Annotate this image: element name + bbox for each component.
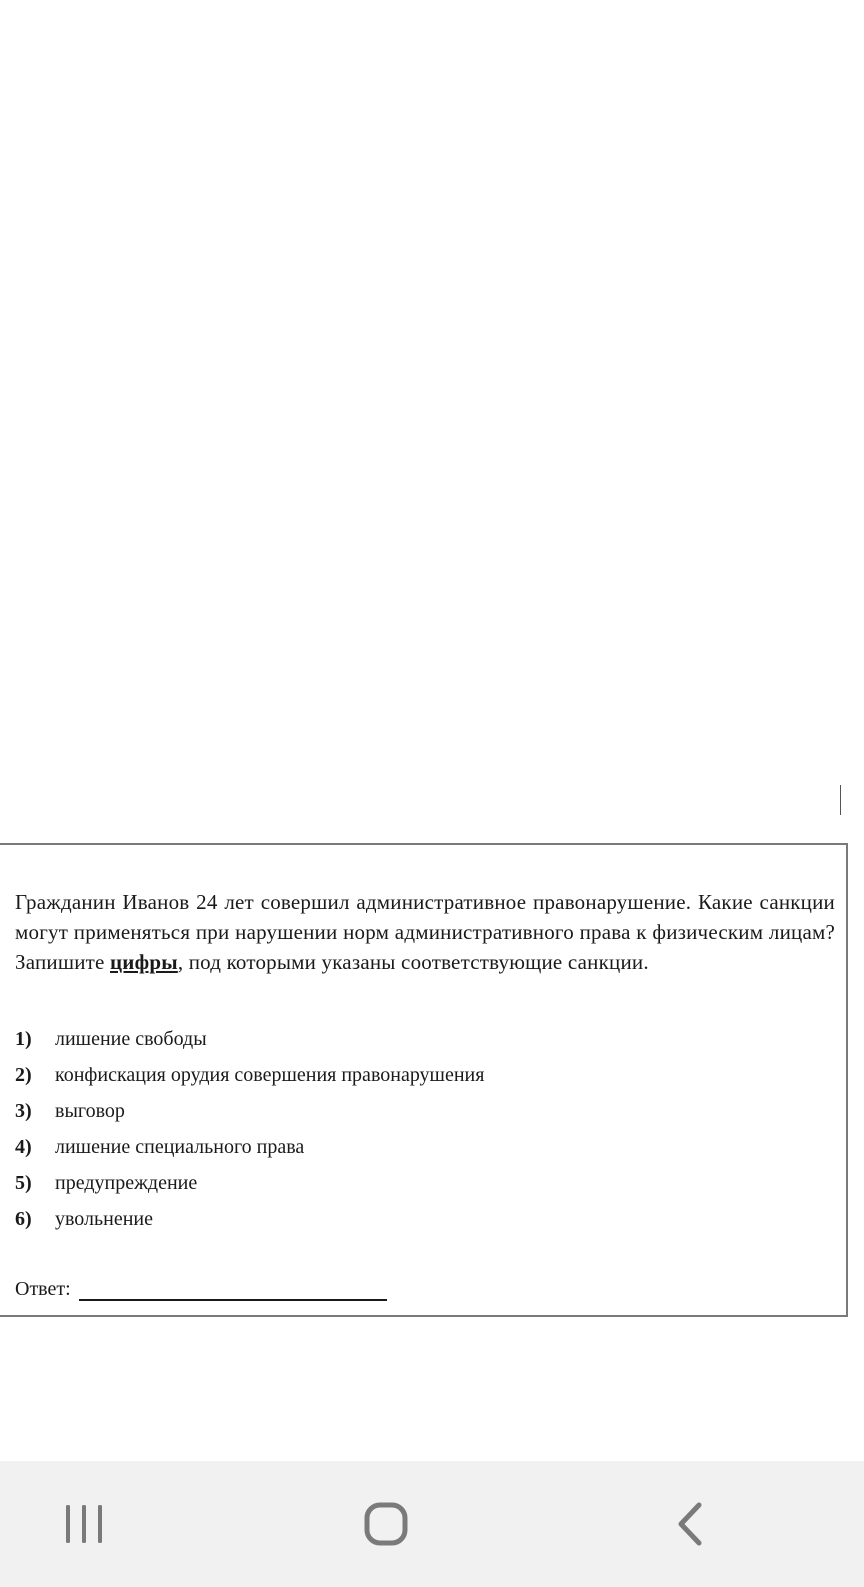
- task-question: [15, 887, 835, 977]
- task-card: [0, 843, 848, 1317]
- option-number: 3): [15, 1100, 32, 1122]
- question-text-end: , под которыми указаны соответствующие санкции.: [177, 950, 649, 974]
- recent-apps-button[interactable]: [34, 1461, 134, 1587]
- home-button[interactable]: [336, 1461, 436, 1587]
- option-label: предупреждение: [55, 1172, 198, 1194]
- option-1: [15, 1021, 484, 1057]
- back-button[interactable]: [640, 1461, 740, 1587]
- recent-apps-icon: [62, 1502, 106, 1546]
- option-number: 2): [15, 1064, 32, 1086]
- option-number: 4): [15, 1136, 32, 1158]
- option-6: [15, 1201, 484, 1237]
- question-emphasis: цифры: [110, 950, 178, 974]
- option-4: [15, 1129, 484, 1165]
- answer-row: [15, 1277, 387, 1301]
- option-label: увольнение: [55, 1208, 154, 1230]
- back-icon: [673, 1501, 707, 1547]
- option-2: [15, 1057, 484, 1093]
- option-label: лишение свободы: [55, 1028, 207, 1050]
- option-number: 6): [15, 1208, 32, 1230]
- question-text-start: Гражданин Иванов 24 лет совершил административное правонарушение. Какие санкции могут применяться при нарушении норм административного права к физическим лицам? Запишите: [15, 890, 835, 974]
- option-label: конфискация орудия совершения правонарушения: [55, 1064, 485, 1086]
- answer-options-list: [15, 1021, 484, 1237]
- option-number: 5): [15, 1172, 32, 1194]
- system-navigation-bar: [0, 1461, 864, 1587]
- answer-label: Ответ:: [15, 1278, 71, 1300]
- scroll-indicator[interactable]: [840, 785, 841, 815]
- option-number: 1): [15, 1028, 32, 1050]
- option-3: [15, 1093, 484, 1129]
- option-label: лишение специального права: [55, 1136, 305, 1158]
- answer-field[interactable]: [79, 1277, 387, 1301]
- option-5: [15, 1165, 484, 1201]
- option-label: выговор: [55, 1100, 125, 1122]
- home-icon: [363, 1501, 409, 1547]
